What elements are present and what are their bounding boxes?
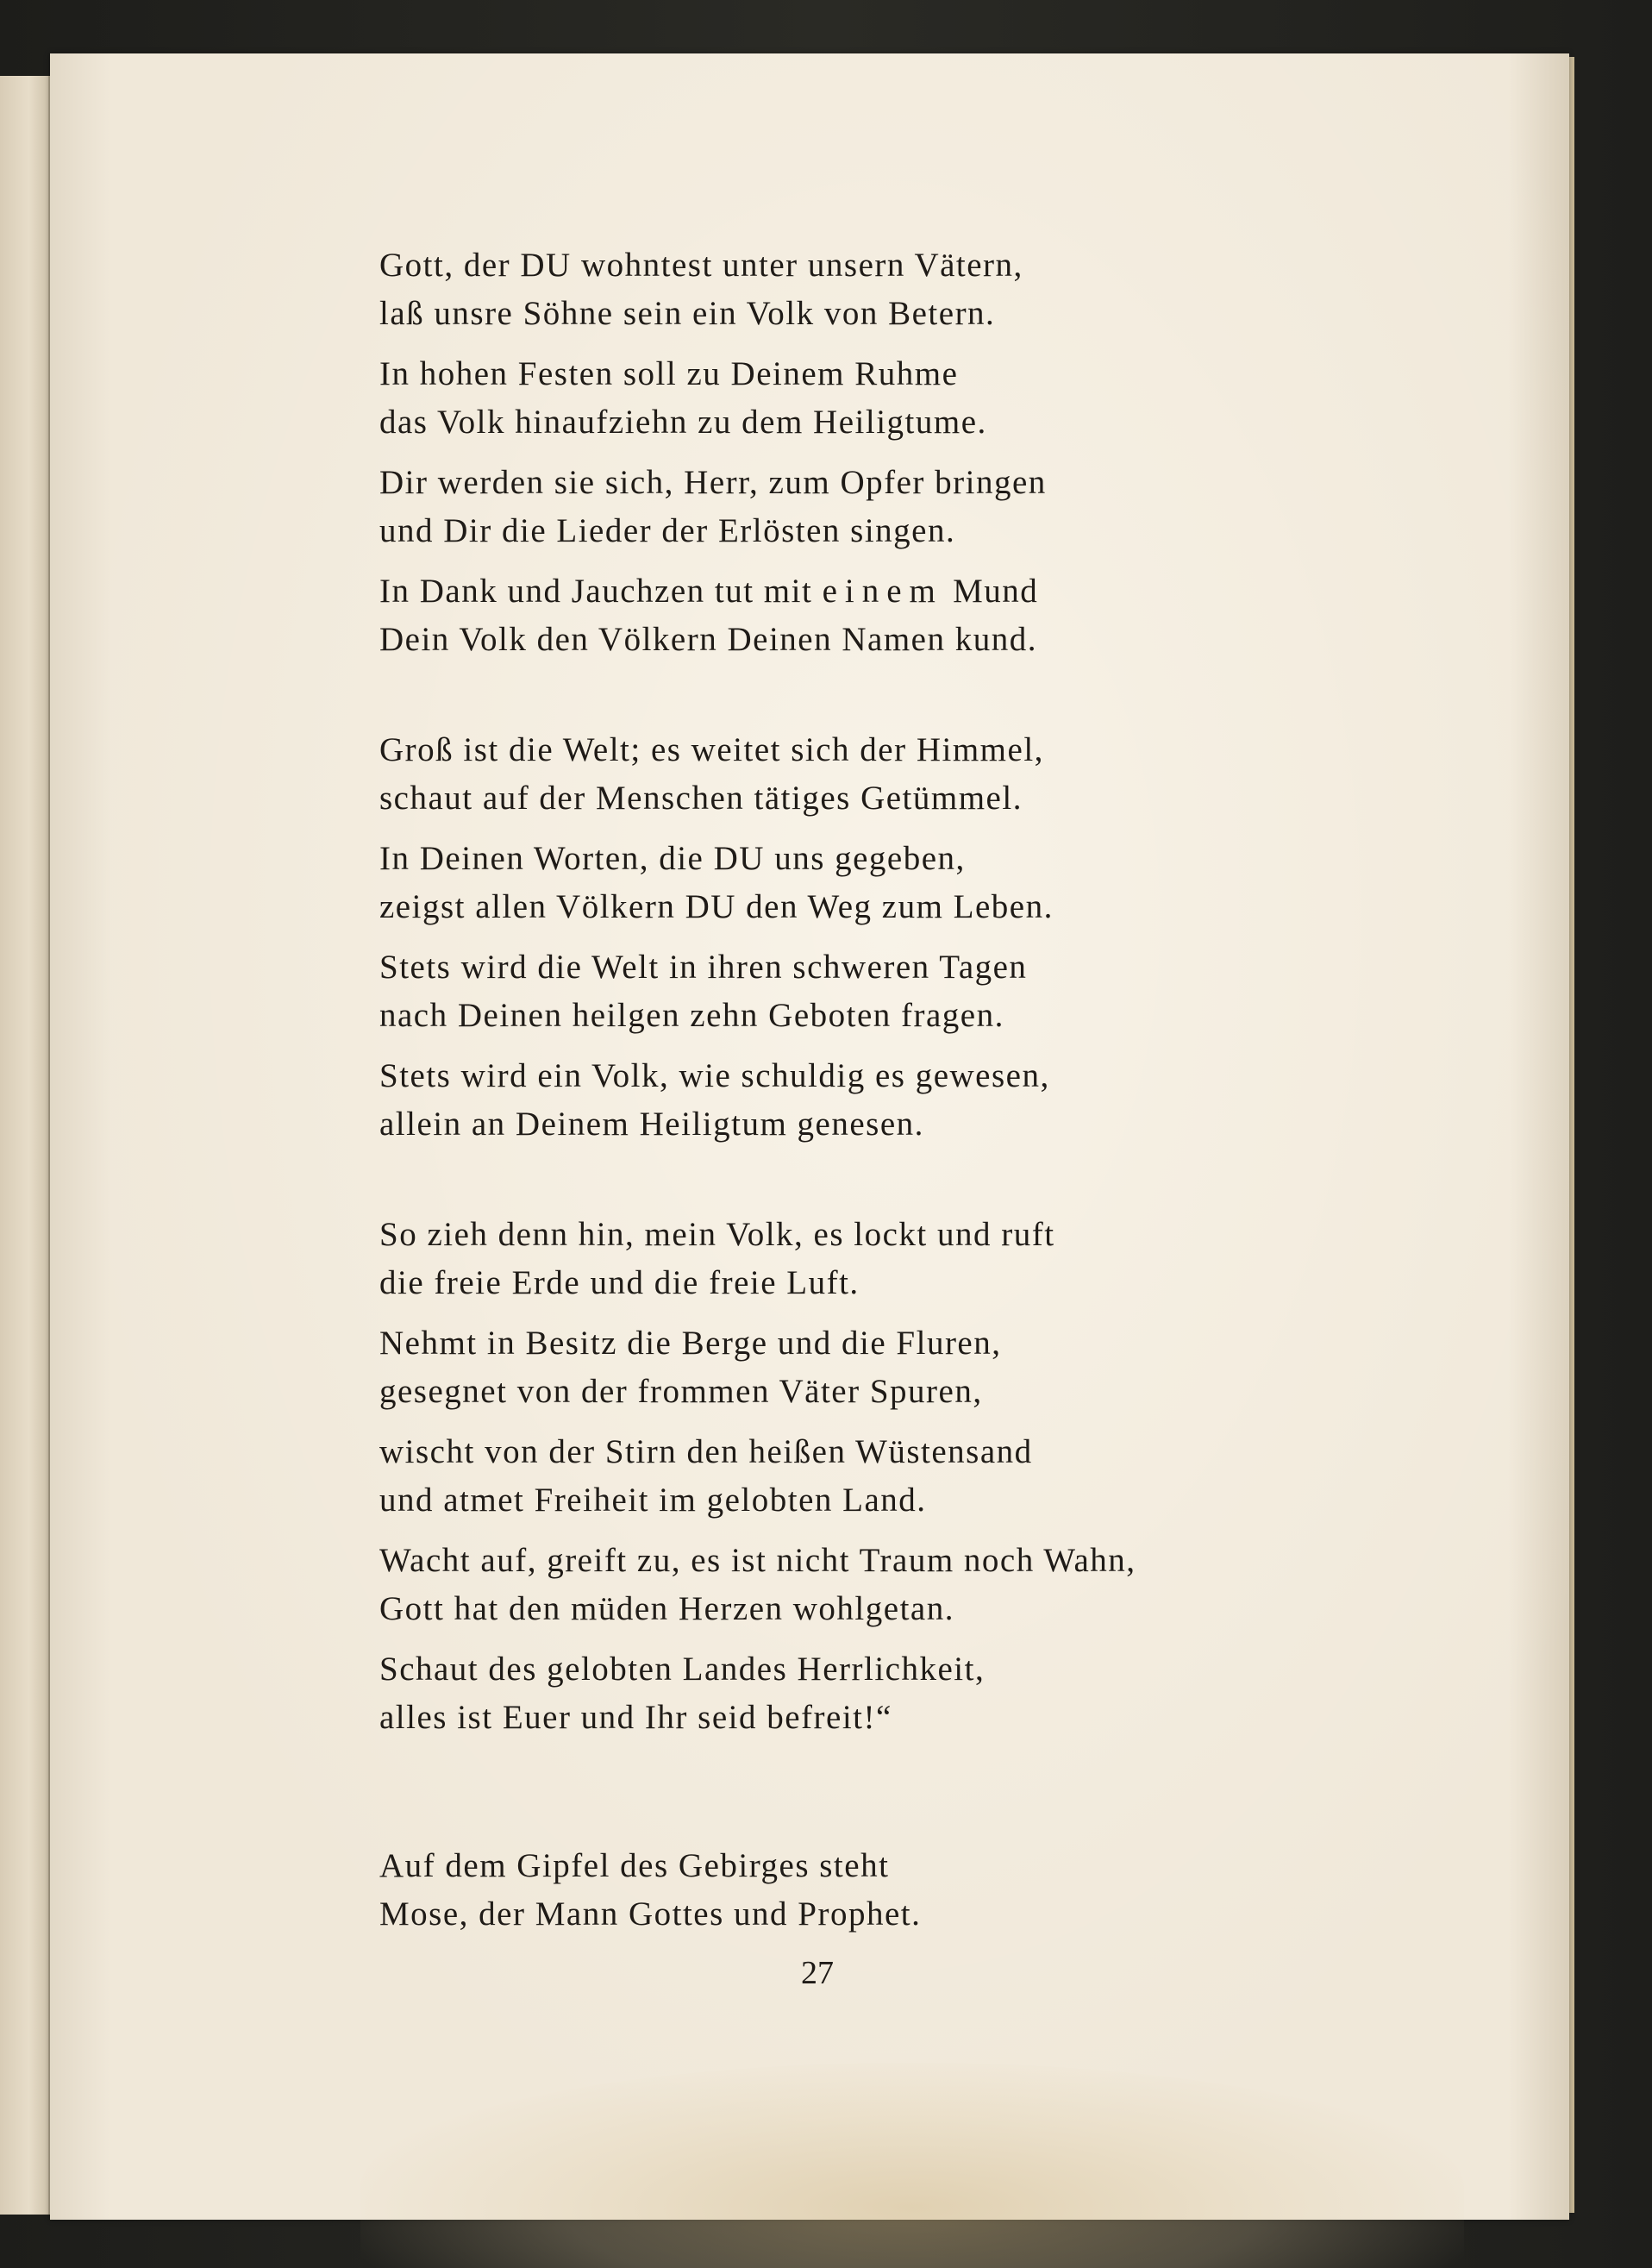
poem-line: Auf dem Gipfel des Gebirges steht	[379, 1847, 890, 1884]
poem-line: Mose, der Mann Gottes und Prophet.	[379, 1895, 922, 1933]
poem-line: nach Deinen heilgen zehn Geboten fragen.	[379, 997, 1004, 1034]
poem-line: So zieh denn hin, mein Volk, es lockt und ruft	[379, 1216, 1055, 1253]
poem-line: Schaut des gelobten Landes Herrlichkeit,	[379, 1651, 986, 1688]
stanza	[379, 1211, 1311, 1307]
poem-line: wischt von der Stirn den heißen Wüstensand	[379, 1433, 1033, 1470]
poem-line: das Volk hinaufziehn zu dem Heiligtume.	[379, 404, 987, 441]
poem-line: laß unsre Söhne sein ein Volk von Betern.	[379, 295, 996, 332]
stanza	[379, 1428, 1311, 1525]
poem-line: schaut auf der Menschen tätiges Getümmel.	[379, 780, 1023, 817]
stanza	[379, 1319, 1311, 1416]
poem-line	[379, 567, 1311, 616]
poem-line-part: In Dank und Jauchzen tut mit	[379, 573, 823, 610]
stanza	[379, 1645, 1311, 1742]
poem-line: Gott, der DU wohntest unter unsern Vätern,	[379, 247, 1023, 284]
poem-line: Nehmt in Besitz die Berge und die Fluren,	[379, 1325, 1002, 1362]
poem-line: Groß ist die Welt; es weitet sich der Himmel,	[379, 731, 1044, 768]
page-number: 27	[801, 1955, 834, 1991]
poem-line: und Dir die Lieder der Erlösten singen.	[379, 512, 956, 549]
emphasized-word: einem	[822, 573, 943, 610]
poem-line: Stets wird die Welt in ihren schweren Tagen	[379, 949, 1028, 986]
section-gap	[379, 1754, 1311, 1842]
poem-text	[379, 241, 1311, 1951]
stanza	[379, 835, 1311, 931]
closing-lines	[379, 1842, 1311, 1939]
section-gap	[379, 1161, 1311, 1211]
poem-line: und atmet Freiheit im gelobten Land.	[379, 1482, 927, 1519]
poem-line: Gott hat den müden Herzen wohlgetan.	[379, 1590, 954, 1627]
poem-line: Dir werden sie sich, Herr, zum Opfer bringen	[379, 464, 1047, 501]
stanza	[379, 567, 1311, 664]
stanza	[379, 943, 1311, 1040]
poem-line: alles ist Euer und Ihr seid befreit!“	[379, 1699, 892, 1736]
poem-line: zeigst allen Völkern DU den Weg zum Leben.	[379, 888, 1054, 925]
poem-line: gesegnet von der frommen Väter Spuren,	[379, 1373, 983, 1410]
poem-line-part: Mund	[942, 573, 1039, 610]
stanza	[379, 726, 1311, 823]
poem-line: In hohen Festen soll zu Deinem Ruhme	[379, 355, 959, 392]
poem-line: die freie Erde und die freie Luft.	[379, 1264, 860, 1301]
poem-line: Wacht auf, greift zu, es ist nicht Traum noch Wahn,	[379, 1542, 1136, 1579]
stanza	[379, 459, 1311, 555]
stanza	[379, 241, 1311, 338]
poem-line: Stets wird ein Volk, wie schuldig es gewesen,	[379, 1057, 1050, 1094]
poem-line: Dein Volk den Völkern Deinen Namen kund.	[379, 621, 1037, 658]
poem-line: allein an Deinem Heiligtum genesen.	[379, 1106, 924, 1143]
section-gap	[379, 676, 1311, 726]
stanza	[379, 1052, 1311, 1149]
stanza	[379, 350, 1311, 447]
water-stain	[360, 2063, 1464, 2268]
stanza	[379, 1537, 1311, 1633]
poem-line: In Deinen Worten, die DU uns gegeben,	[379, 840, 966, 877]
previous-page-edge	[0, 76, 50, 2215]
